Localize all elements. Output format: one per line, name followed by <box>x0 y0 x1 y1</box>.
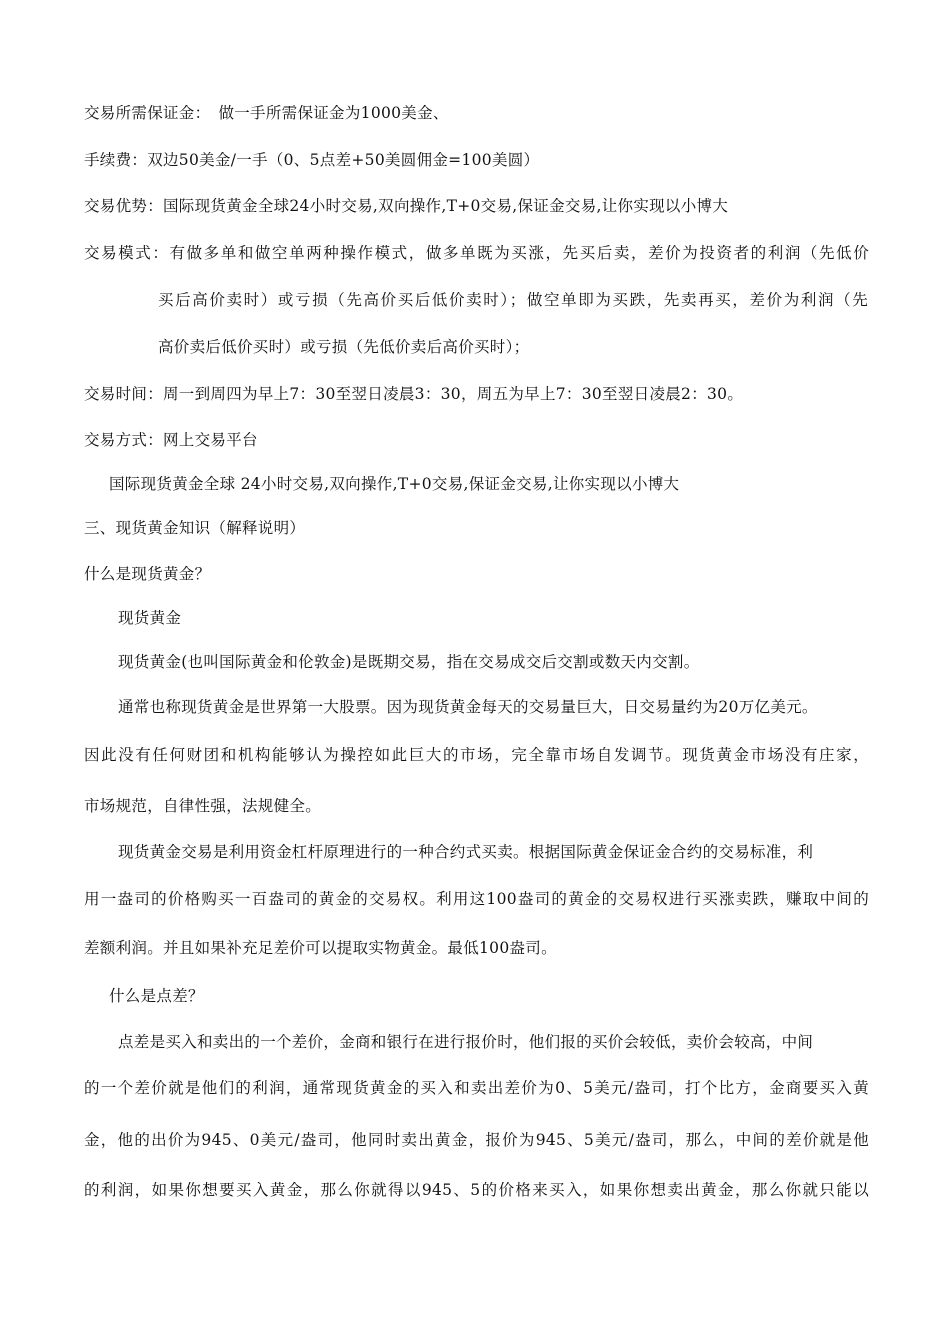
paragraph-line: 现货黄金交易是利用资金杠杆原理进行的一种合约式买卖。根据国际黄金保证金合约的交易标准，利 <box>118 843 814 861</box>
mode-line-3: 高价卖后低价买时）或亏损（先低价卖后高价买时）； <box>158 338 530 356</box>
section-heading: 三、现货黄金知识（解释说明） <box>84 519 306 537</box>
margin-line: 交易所需保证金： 做一手所需保证金为1000美金、 <box>84 104 449 122</box>
paragraph-line: 差额利润。并且如果补充足差价可以提取实物黄金。最低100盎司。 <box>84 939 557 957</box>
paragraph-line: 的利润，如果你想要买入黄金，那么你就得以945、5的价格来买入，如果你想卖出黄金，那么你就只能以 <box>84 1181 869 1199</box>
fee-line: 手续费：双边50美金/一手（0、5点差+50美圆佣金=100美圆） <box>84 151 540 169</box>
paragraph-line: 点差是买入和卖出的一个差价，金商和银行在进行报价时，他们报的买价会较低，卖价会较高，中间 <box>118 1033 814 1051</box>
advantage-line: 交易优势：国际现货黄金全球24小时交易,双向操作,T+0交易,保证金交易,让你实现以小博大 <box>84 197 729 215</box>
question-heading: 什么是现货黄金？ <box>84 565 211 583</box>
mode-line-2: 买后高价卖时）或亏损（先高价买后低价卖时）；做空单即为买跌，先卖再买，差价为利润（先 <box>158 291 868 309</box>
time-line: 交易时间：周一到周四为早上7：30至翌日凌晨3：30，周五为早上7：30至翌日凌晨2：30。 <box>84 385 744 403</box>
mode-line: 交易模式：有做多单和做空单两种操作模式，做多单既为买涨，先买后卖，差价为投资者的利润（先低价 <box>84 244 869 262</box>
paragraph-line: 用一盎司的价格购买一百盎司的黄金的交易权。利用这100盎司的黄金的交易权进行买涨卖跌，赚取中间的 <box>84 890 869 908</box>
question-heading: 什么是点差？ <box>109 987 204 1005</box>
subheading: 现货黄金 <box>118 609 182 627</box>
paragraph-line: 市场规范，自律性强，法规健全。 <box>84 797 322 815</box>
summary-line: 国际现货黄金全球 24小时交易,双向操作,T+0交易,保证金交易,让你实现以小博大 <box>109 475 680 493</box>
paragraph-line: 通常也称现货黄金是世界第一大股票。因为现货黄金每天的交易量巨大，日交易量约为20万亿美元。 <box>118 698 818 716</box>
paragraph-line: 金，他的出价为945、0美元/盎司，他同时卖出黄金，报价为945、5美元/盎司，那么，中间的差价就是他 <box>84 1131 869 1149</box>
method-line: 交易方式：网上交易平台 <box>84 431 258 449</box>
paragraph-line: 因此没有任何财团和机构能够认为操控如此巨大的市场，完全靠市场自发调节。现货黄金市场没有庄家， <box>84 746 869 764</box>
paragraph-line: 的一个差价就是他们的利润，通常现货黄金的买入和卖出差价为0、5美元/盎司，打个比方，金商要买入黄 <box>84 1079 869 1097</box>
paragraph-line: 现货黄金(也叫国际黄金和伦敦金)是既期交易，指在交易成交后交割或数天内交割。 <box>118 653 700 671</box>
